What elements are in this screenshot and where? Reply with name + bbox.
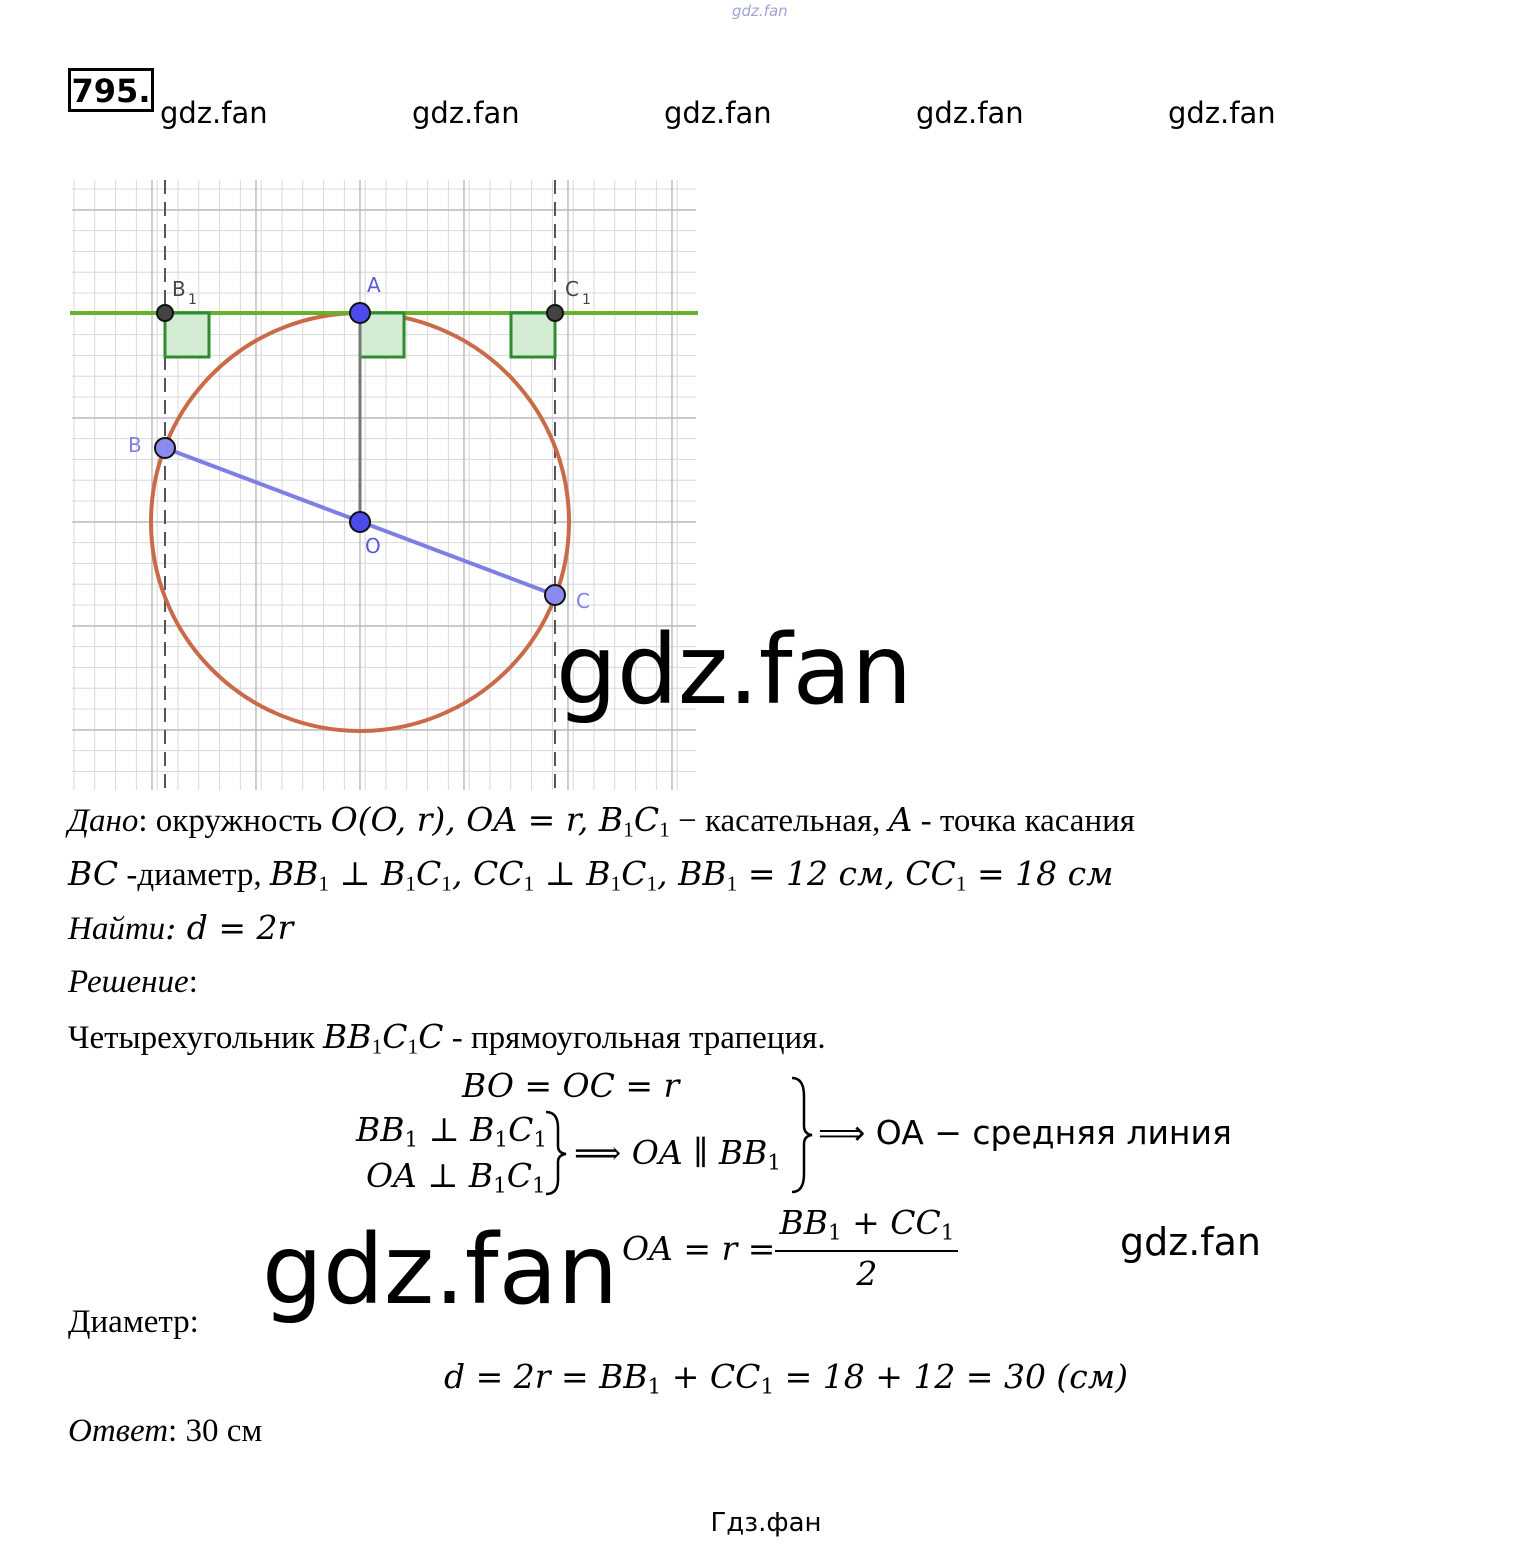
watermark: gdz.fan (412, 96, 520, 130)
system-mid: ⟹ OA ∥ $BB_1$ (574, 1133, 782, 1176)
watermark-big: gdz.fan (556, 614, 913, 726)
text: Четырехугольник (68, 1020, 324, 1056)
math-expr: C (416, 854, 442, 893)
given-expr: O(O, r), OA = r, B (330, 800, 624, 839)
formula-lhs: OA = r = (622, 1228, 776, 1268)
subscript: 1 (623, 817, 634, 842)
top-watermark: gdz.fan (732, 2, 788, 20)
watermark: gdz.fan (916, 96, 1024, 130)
math-expr: BB (323, 1017, 372, 1056)
solution-label: Решение (68, 964, 189, 1000)
fraction: $\frac{BB_1 + CC_1}{2}$ (775, 1203, 958, 1294)
text: -диаметр, (118, 857, 270, 893)
point-c1 (547, 305, 563, 321)
label-b1: B (172, 277, 186, 301)
point-o (350, 512, 370, 532)
given-text: − касательная, (669, 803, 889, 839)
math-expr: BC (68, 854, 119, 893)
subscript: 1 (955, 871, 967, 896)
subscript: 1 (441, 871, 453, 896)
math-expr: = 18 см (966, 854, 1114, 893)
label-b: B (128, 433, 142, 457)
math-expr: , BB (657, 854, 727, 893)
given-text: : окружность (138, 803, 331, 839)
formula-oa (622, 1203, 958, 1294)
subscript: 1 (659, 817, 670, 842)
watermark: gdz.fan (1168, 96, 1276, 130)
math-expr: ⊥ B (534, 854, 611, 893)
answer-line (68, 1412, 262, 1452)
math-expr: , CC (452, 854, 524, 893)
label-a: A (367, 273, 381, 297)
footer-watermark: Гдз.фан (710, 1508, 822, 1538)
given-label: Дано (68, 803, 139, 839)
watermark: gdz.fan (1120, 1220, 1262, 1264)
right-angle-marker (511, 313, 555, 357)
diameter-label: Диаметр: (68, 1304, 199, 1340)
answer-text: : 30 см (168, 1413, 263, 1449)
find-expr: : d = 2r (165, 908, 294, 947)
watermark: gdz.fan (160, 96, 268, 130)
math-expr: = 12 см, CC (737, 854, 956, 893)
solution-line (68, 963, 198, 1003)
subscript: 1 (405, 871, 417, 896)
problem-number: 795. (68, 68, 154, 112)
answer-label: Ответ (68, 1413, 169, 1449)
subscript: 1 (523, 871, 535, 896)
label-c1-sub: 1 (582, 292, 591, 308)
point-b1 (157, 305, 173, 321)
point-b (155, 438, 175, 458)
label-o: O (365, 534, 381, 558)
label-c: C (576, 589, 590, 613)
find-line (68, 908, 293, 950)
right-angle-marker (165, 313, 209, 357)
label-c1: C (565, 277, 579, 301)
subscript: 1 (726, 871, 738, 896)
watermark: gdz.fan (664, 96, 772, 130)
system-row-1: BO = OC = r (462, 1066, 680, 1105)
subscript: 1 (371, 1034, 383, 1059)
given-text: - точка касания (912, 803, 1135, 839)
system-result: ⟹ OA − средняя линия (818, 1113, 1232, 1152)
subscript: 1 (610, 871, 622, 896)
math-expr: BB (269, 854, 319, 893)
label-b1-sub: 1 (188, 292, 197, 308)
math-expr: C (621, 854, 647, 893)
text: - прямоугольная трапеция. (443, 1020, 826, 1056)
system-row-3: OA ⊥ $B_1C_1$ (366, 1156, 546, 1199)
subscript: 1 (407, 1034, 419, 1059)
brace-outer (786, 1074, 816, 1196)
text: : (188, 964, 198, 1000)
point-c (545, 585, 565, 605)
given-expr: A (888, 800, 913, 839)
math-expr: C (418, 1017, 444, 1056)
quad-line (68, 1017, 826, 1060)
brace-inner (540, 1108, 570, 1198)
diameter-formula: $d = 2r = BB_1 + CC_1 = 18 + 12 = 30$ (см) (444, 1357, 1129, 1400)
find-label: Найти (68, 911, 166, 947)
subscript: 1 (646, 871, 658, 896)
math-expr: ⊥ B (329, 854, 406, 893)
given-expr: C (633, 800, 660, 839)
given-line-2 (68, 854, 1113, 897)
system-row-2: $BB_1$ ⊥ $B_1C_1$ (356, 1110, 547, 1153)
math-expr: C (382, 1017, 408, 1056)
point-a (350, 303, 370, 323)
subscript: 1 (318, 871, 330, 896)
given-line (68, 800, 1135, 843)
watermark-big: gdz.fan (262, 1214, 619, 1326)
